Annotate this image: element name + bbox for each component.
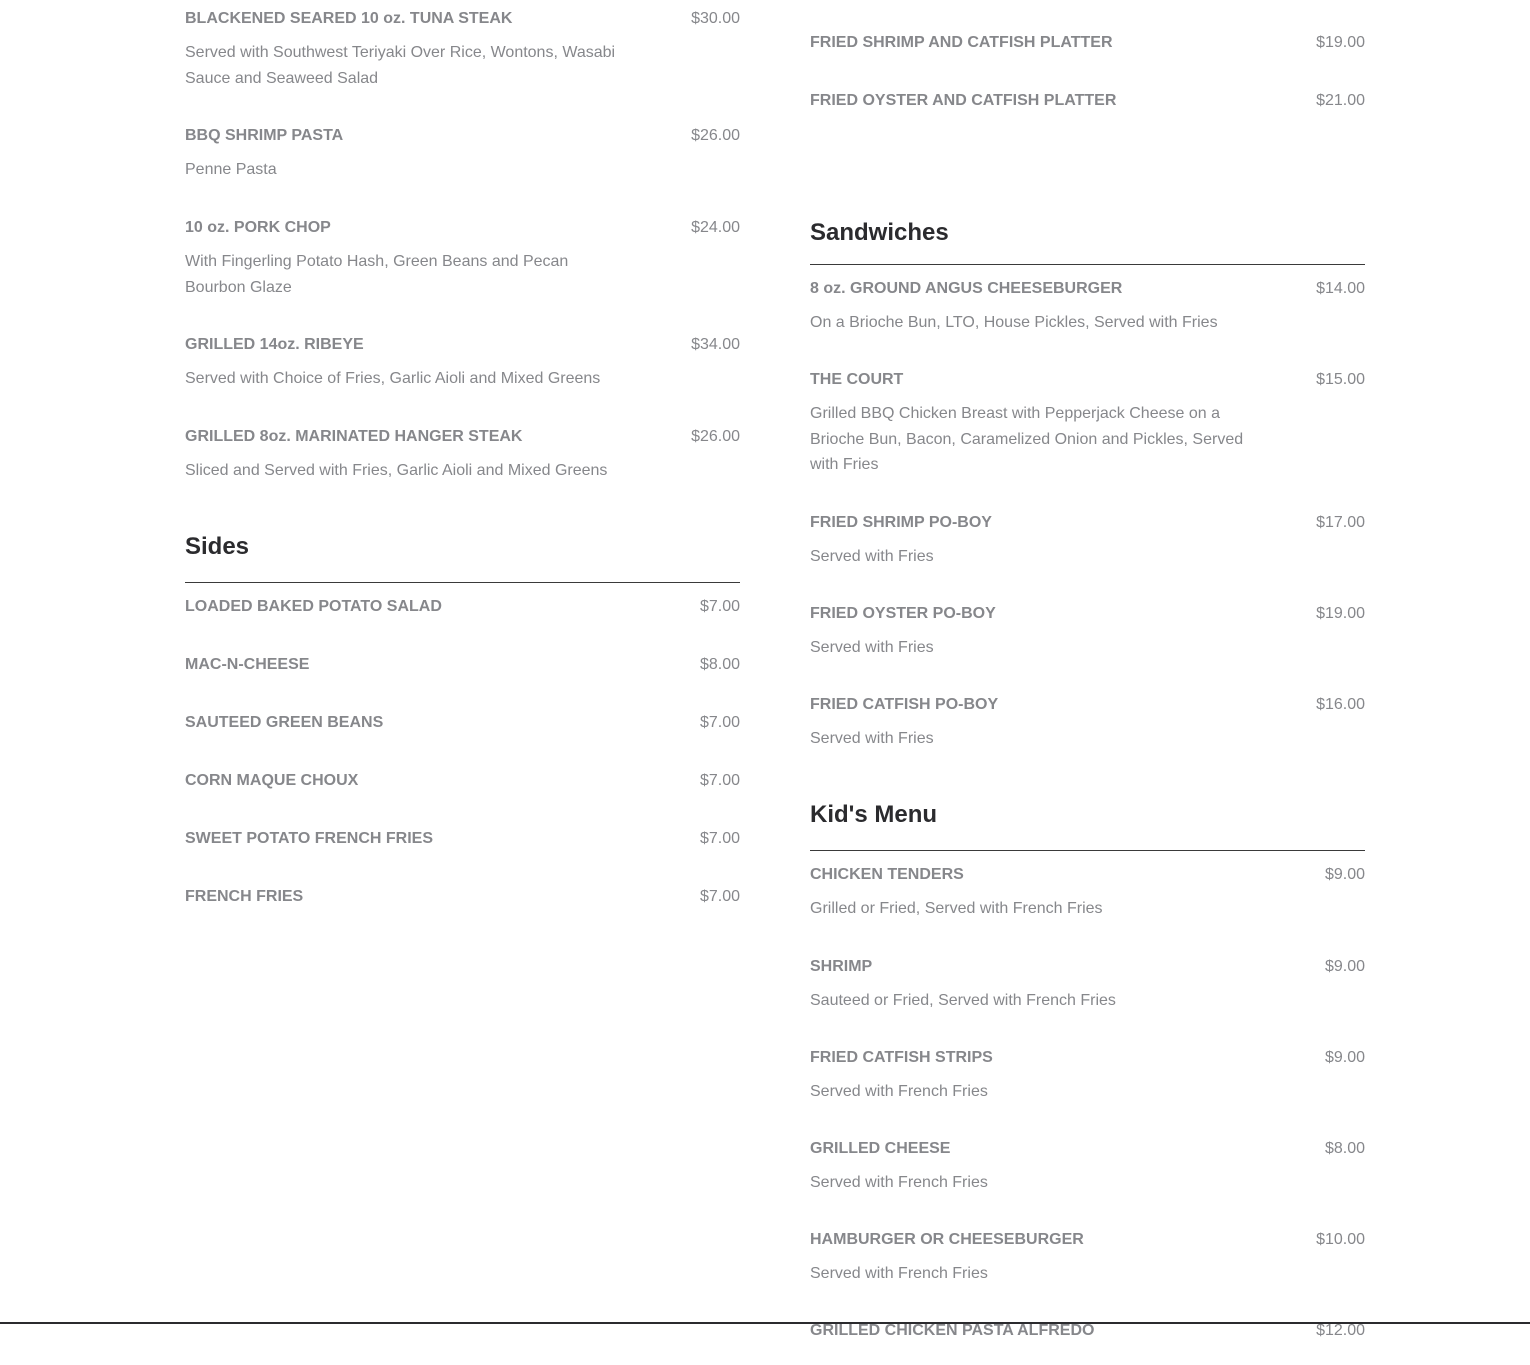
- menu-item-name: MAC-N-CHEESE: [185, 656, 310, 673]
- menu-item-description: Grilled BBQ Chicken Breast with Pepperjack Cheese on a Brioche Bun, Bacon, Caramelized Onion and Pickles, Served with Fries: [810, 405, 1244, 473]
- menu-item: [185, 413, 740, 517]
- menu-item-description: Served with French Fries: [810, 1265, 988, 1282]
- menu-item-description: With Fingerling Potato Hash, Green Beans and Pecan Bourbon Glaze: [185, 253, 569, 296]
- menu-item-name: BBQ SHRIMP PASTA: [185, 127, 344, 144]
- menu-item-name: HAMBURGER OR CHEESEBURGER: [810, 1231, 1084, 1248]
- menu-item-price: $26.00: [691, 428, 740, 445]
- menu-item-description: Sliced and Served with Fries, Garlic Aioli and Mixed Greens: [185, 462, 608, 479]
- menu-item: [185, 815, 740, 873]
- menu-item-price: $30.00: [691, 10, 740, 27]
- section-heading-sides: [185, 517, 740, 583]
- menu-item-name: LOADED BAKED POTATO SALAD: [185, 598, 442, 615]
- section-title: Sandwiches: [810, 219, 949, 246]
- menu-item-price: $7.00: [699, 830, 740, 847]
- menu-item-price: $7.00: [699, 772, 740, 789]
- menu-item: [810, 1307, 1365, 1365]
- menu-item-name: GRILLED 8oz. MARINATED HANGER STEAK: [185, 428, 523, 445]
- menu-column-left: [185, 0, 740, 931]
- menu-item: [185, 0, 740, 112]
- menu-item: [810, 851, 1365, 943]
- section-title: Sides: [185, 533, 250, 560]
- menu-item-description: On a Brioche Bun, LTO, House Pickles, Served with Fries: [810, 314, 1218, 331]
- menu-item: [810, 1125, 1365, 1216]
- menu-item-price: $7.00: [699, 888, 740, 905]
- menu-item-name: FRIED SHRIMP PO-BOY: [810, 514, 992, 531]
- menu-item-name: FRIED OYSTER PO-BOY: [810, 605, 996, 622]
- menu-item-description: Sauteed or Fried, Served with French Fries: [810, 992, 1116, 1009]
- menu-item-price: $7.00: [699, 598, 740, 615]
- menu-item-description: Grilled or Fried, Served with French Fries: [810, 900, 1103, 917]
- menu-item: [185, 757, 740, 815]
- menu-item-price: $8.00: [699, 656, 740, 673]
- menu-item: [185, 321, 740, 413]
- menu-item: [810, 1034, 1365, 1125]
- menu-item-price: $8.00: [1324, 1140, 1365, 1157]
- menu-item-name: CHICKEN TENDERS: [810, 866, 964, 883]
- menu-item: [810, 19, 1365, 77]
- menu-item-price: $17.00: [1316, 514, 1365, 531]
- menu-item: [810, 265, 1365, 356]
- menu-item-name: FRIED SHRIMP AND CATFISH PLATTER: [810, 34, 1113, 51]
- menu-item: [185, 204, 740, 321]
- section-heading-sandwiches: [810, 123, 1365, 265]
- menu-item-price: $21.00: [1316, 92, 1365, 109]
- menu-item-description: Served with Fries: [810, 548, 934, 565]
- menu-item-description: Served with Fries: [810, 639, 934, 656]
- menu-item-price: $12.00: [1316, 1322, 1365, 1339]
- menu-item-name: SAUTEED GREEN BEANS: [185, 714, 384, 731]
- menu-item-name: BLACKENED SEARED 10 oz. TUNA STEAK: [185, 10, 513, 27]
- menu-item-description: Served with Fries: [810, 730, 934, 747]
- menu-item-description: Served with Southwest Teriyaki Over Rice, Wontons, Wasabi Sauce and Seaweed Salad: [185, 44, 616, 87]
- menu-item-name: SHRIMP: [810, 958, 873, 975]
- menu-item-name: 8 oz. GROUND ANGUS CHEESEBURGER: [810, 280, 1123, 297]
- menu-item-name: 10 oz. PORK CHOP: [185, 219, 331, 236]
- menu-item: [185, 873, 740, 931]
- menu-item-name: FRIED CATFISH STRIPS: [810, 1049, 993, 1066]
- menu-item: [810, 356, 1365, 499]
- menu-item-price: $14.00: [1316, 280, 1365, 297]
- menu-item: [185, 112, 740, 204]
- menu-item-name: FRIED OYSTER AND CATFISH PLATTER: [810, 92, 1117, 109]
- menu-item-price: $7.00: [699, 714, 740, 731]
- menu-item-description: Penne Pasta: [185, 161, 277, 178]
- section-title: Kid's Menu: [810, 801, 938, 828]
- menu-item: [810, 681, 1365, 785]
- menu-item: [185, 641, 740, 699]
- menu-item-price: $34.00: [691, 336, 740, 353]
- menu-item-name: SWEET POTATO FRENCH FRIES: [185, 830, 434, 847]
- menu-item-price: $15.00: [1316, 371, 1365, 388]
- menu-item-name: GRILLED CHICKEN PASTA ALFREDO: [810, 1322, 1095, 1339]
- menu-item: [810, 77, 1365, 123]
- menu-item-name: CORN MAQUE CHOUX: [185, 772, 359, 789]
- menu-item-price: $10.00: [1316, 1231, 1365, 1248]
- menu-column-right: [810, 19, 1365, 1365]
- menu-item-description: Served with French Fries: [810, 1174, 988, 1191]
- menu-item-name: GRILLED 14oz. RIBEYE: [185, 336, 364, 353]
- menu-item-price: $9.00: [1324, 866, 1365, 883]
- menu-item: [810, 1216, 1365, 1307]
- menu-item-description: Served with Choice of Fries, Garlic Aioli and Mixed Greens: [185, 370, 601, 387]
- menu-item: [185, 583, 740, 641]
- menu-item: [810, 499, 1365, 590]
- menu-item: [185, 699, 740, 757]
- section-heading-kids-menu: [810, 785, 1365, 851]
- menu-item-price: $16.00: [1316, 696, 1365, 713]
- menu-item-price: $9.00: [1324, 1049, 1365, 1066]
- menu-item-name: THE COURT: [810, 371, 904, 388]
- menu-item-price: $19.00: [1316, 605, 1365, 622]
- menu-item: [810, 943, 1365, 1034]
- menu-item-price: $24.00: [691, 219, 740, 236]
- menu-item-name: FRIED CATFISH PO-BOY: [810, 696, 999, 713]
- menu-item: [810, 590, 1365, 681]
- menu-item-name: GRILLED CHEESE: [810, 1140, 951, 1157]
- menu-item-description: Served with French Fries: [810, 1083, 988, 1100]
- menu-item-price: $19.00: [1316, 34, 1365, 51]
- menu-item-price: $26.00: [691, 127, 740, 144]
- menu-item-price: $9.00: [1324, 958, 1365, 975]
- menu-item-name: FRENCH FRIES: [185, 888, 304, 905]
